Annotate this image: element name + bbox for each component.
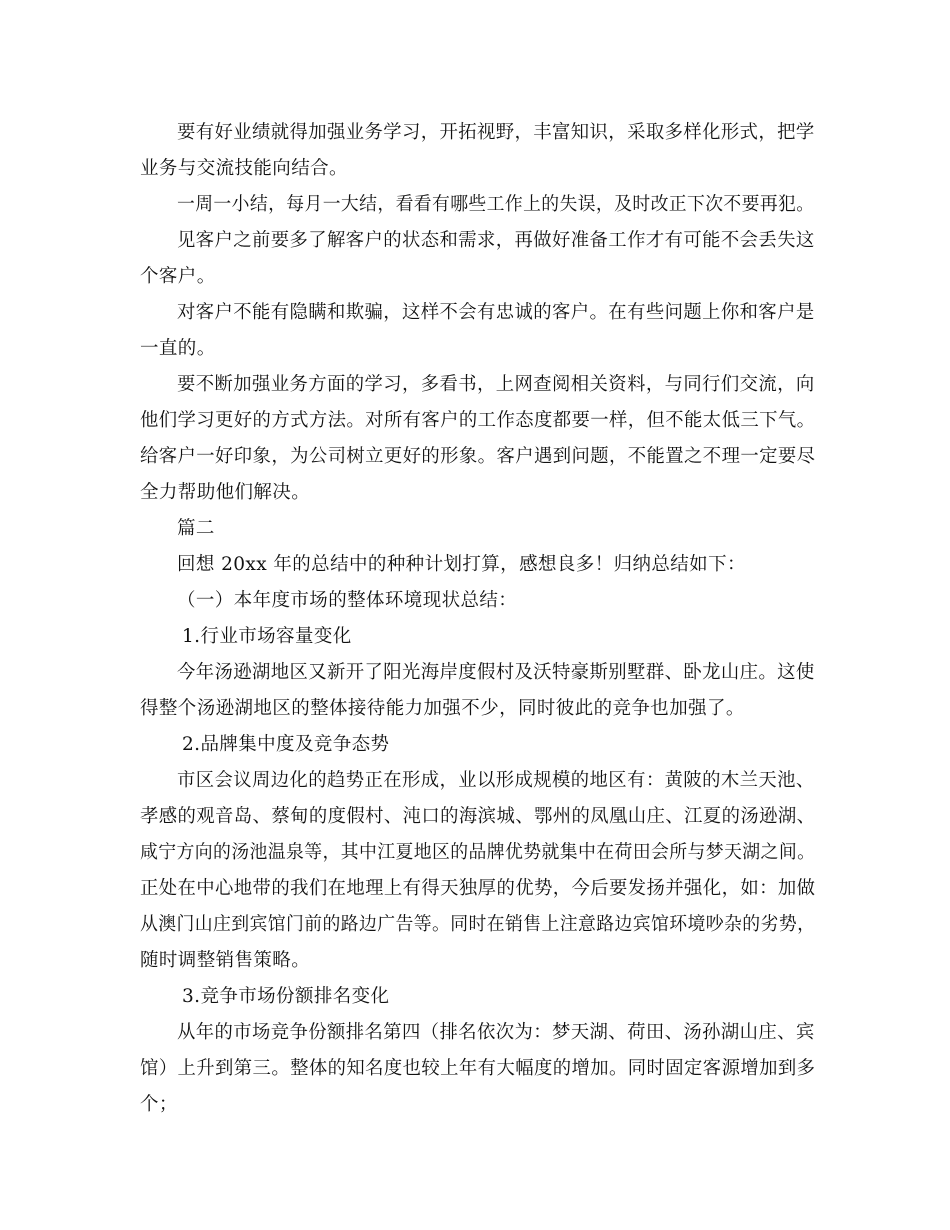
text-line: 要有好业绩就得加强业务学习，开拓视野，丰富知识，采取多样化形式，把学 bbox=[177, 122, 815, 143]
text-line: 一周一小结，每月一大结，看看有哪些工作上的失误，及时改正下次不要再犯。 bbox=[177, 194, 815, 215]
text-line: 给客户一好印象，为公司树立更好的形象。客户遇到问题，不能置之不理一定要尽 bbox=[140, 446, 816, 467]
text-line: 业务与交流技能向结合。 bbox=[140, 158, 348, 179]
text-line: 市区会议周边化的趋势正在形成，业以形成规模的地区有：黄陂的木兰天池、 bbox=[177, 770, 815, 791]
text-line: 馆）上升到第三。整体的知名度也较上年有大幅度的增加。同时固定客源增加到多 bbox=[140, 1058, 816, 1079]
text-line: 从年的市场竞争份额排名第四（排名依次为：梦天湖、荷田、汤孙湖山庄、宾 bbox=[177, 1022, 815, 1043]
text-line: 孝感的观音岛、蔡甸的度假村、沌口的海滨城、鄂州的凤凰山庄、江夏的汤逊湖、 bbox=[140, 806, 816, 827]
text-line: 见客户之前要多了解客户的状态和需求，再做好准备工作才有可能不会丢失这 bbox=[177, 230, 815, 251]
text-line: 咸宁方向的汤池温泉等，其中江夏地区的品牌优势就集中在荷田会所与梦天湖之间。 bbox=[140, 842, 816, 863]
text-line: 要不断加强业务方面的学习，多看书，上网查阅相关资料，与同行们交流，向 bbox=[177, 374, 815, 395]
text-line: 随时调整销售策略。 bbox=[140, 950, 311, 971]
text-line: 今年汤逊湖地区又新开了阳光海岸度假村及沃特豪斯别墅群、卧龙山庄。这使 bbox=[177, 662, 815, 683]
text-line: 对客户不能有隐瞒和欺骗，这样不会有忠诚的客户。在有些问题上你和客户是 bbox=[177, 302, 815, 323]
subsection-heading: 3.竞争市场份额排名变化 bbox=[182, 986, 390, 1007]
subsection-heading: （一）本年度市场的整体环境现状总结： bbox=[177, 590, 518, 611]
text-line: 回想 20xx 年的总结中的种种计划打算，感想良多！归纳总结如下： bbox=[177, 554, 746, 575]
text-line: 全力帮助他们解决。 bbox=[140, 482, 311, 503]
text-line: 他们学习更好的方式方法。对所有客户的工作态度都要一样，但不能太低三下气。 bbox=[140, 410, 816, 431]
text-line: 得整个汤逊湖地区的整体接待能力加强不少，同时彼此的竞争也加强了。 bbox=[140, 698, 745, 719]
text-line: 从澳门山庄到宾馆门前的路边广告等。同时在销售上注意路边宾馆环境吵杂的劣势， bbox=[140, 914, 816, 935]
text-line: 个； bbox=[140, 1094, 178, 1115]
subsection-heading: 2.品牌集中度及竞争态势 bbox=[182, 734, 390, 755]
text-line: 正处在中心地带的我们在地理上有得天独厚的优势，今后要发扬并强化，如：加做 bbox=[140, 878, 816, 899]
subsection-heading: 1.行业市场容量变化 bbox=[182, 626, 352, 647]
text-line: 一直的。 bbox=[140, 338, 216, 359]
section-heading: 篇二 bbox=[177, 518, 215, 539]
text-line: 个客户。 bbox=[140, 266, 216, 287]
